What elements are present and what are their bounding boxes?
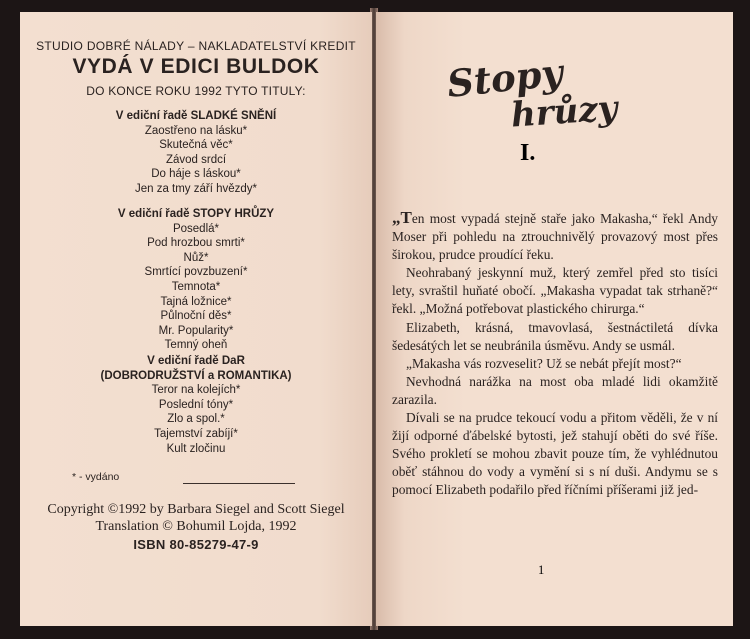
footnote: * - vydáno	[72, 471, 120, 483]
paragraph: „Makasha vás rozveselit? Už se nebát přejít most?“	[406, 355, 682, 371]
translation-line: Translation © Bohumil Lojda, 1992	[95, 519, 297, 534]
series-sladke-sneni	[20, 109, 372, 197]
page-number: 1	[538, 563, 545, 577]
footnote-divider	[183, 483, 295, 484]
series-subheading: (DOBRODRUŽSTVÍ a ROMANTIKA)	[100, 369, 292, 382]
book-title: Jen za tmy září hvězdy*	[134, 182, 258, 195]
book-title: Temnota*	[171, 280, 221, 293]
book-title: Poslední tóny*	[158, 398, 234, 411]
book-title: Mr. Popularity*	[158, 324, 234, 337]
isbn: ISBN 80-85279-47-9	[133, 537, 259, 552]
series-dar	[20, 354, 372, 456]
book-title: Závod srdcí	[165, 153, 227, 166]
paragraph-text: en most vypadá stejně staře jako Makasha,“ řekl Andy Moser při pohledu na ztrouchnivělý provazový most přes širokou, prudce proudící řeku.	[392, 211, 718, 263]
paragraph: Neohrabaný jeskynní muž, který zemřel před sto tisíci lety, svraštil huňaté obočí. „Makasha vypadat tak strhaně?“ řekl. „Možná potřebovat plastického chirurga.“	[392, 265, 718, 317]
book-title: Posedlá*	[172, 222, 220, 235]
chapter-text	[392, 209, 718, 500]
book-title: Do háje s láskou*	[151, 168, 241, 181]
chapter-number: I.	[520, 140, 536, 166]
book-title: Smrtící povzbuzení*	[144, 266, 248, 279]
paragraph: Nevhodná narážka na most oba mladé lidi okamžitě zarazila.	[392, 373, 718, 407]
book-title: Zlo a spol.*	[167, 413, 225, 426]
series-stopy-hruzy	[20, 207, 372, 353]
book-title: Zaostřeno na lásku*	[144, 124, 248, 137]
book-title-logo	[445, 50, 645, 138]
title-line-2: hrůzy	[509, 88, 619, 136]
paragraph: Dívali se na prudce tekoucí vodu a přitom věděli, že v ní žijí odporné ďábelské bytosti, jež stahují oběti do své říše. Svého prokletí se mohou zbavit pouze tím, že vyhlédnutou oběť stáhnou do vody a vymění si s ní duši. Andymu se s pomocí Elizabeth podařilo před říčními příšerami již jed-	[392, 410, 718, 498]
copyright-block	[20, 501, 372, 535]
book-title: Tajná ložnice*	[160, 295, 232, 308]
publisher-line: STUDIO DOBRÉ NÁLADY – NAKLADATELSTVÍ KREDIT	[36, 39, 356, 53]
series-heading: V ediční řadě DaR	[147, 355, 245, 367]
copyright-line: Copyright ©1992 by Barbara Siegel and Scott Siegel	[47, 502, 345, 517]
dropcap: „T	[392, 208, 412, 227]
paragraph	[392, 209, 718, 264]
book-title: Kult zločinu	[166, 442, 226, 455]
book-title: Pod hrozbou smrti*	[147, 237, 245, 250]
title-line-1: Stopy	[445, 50, 565, 106]
left-page	[20, 12, 372, 626]
book-title: Tajemství zabíjí*	[154, 427, 238, 440]
until-line: DO KONCE ROKU 1992 TYTO TITULY:	[86, 84, 306, 98]
paragraph: Elizabeth, krásná, tmavovlasá, šestnáctiletá dívka šedesátých let se neubránila úsměvu. Andy se usmál.	[392, 319, 718, 353]
book-title: Teror na kolejích*	[151, 384, 241, 397]
series-heading: V ediční řadě SLADKÉ SNĚNÍ	[115, 110, 277, 122]
book-title: Nůž*	[183, 251, 209, 264]
book-title: Temný oheň	[164, 339, 228, 352]
edition-headline: VYDÁ V EDICI BULDOK	[72, 55, 320, 78]
series-heading: V ediční řadě STOPY HRŮZY	[117, 208, 275, 220]
book-title: Skutečná věc*	[159, 139, 233, 152]
book-title: Půlnoční děs*	[160, 310, 232, 323]
